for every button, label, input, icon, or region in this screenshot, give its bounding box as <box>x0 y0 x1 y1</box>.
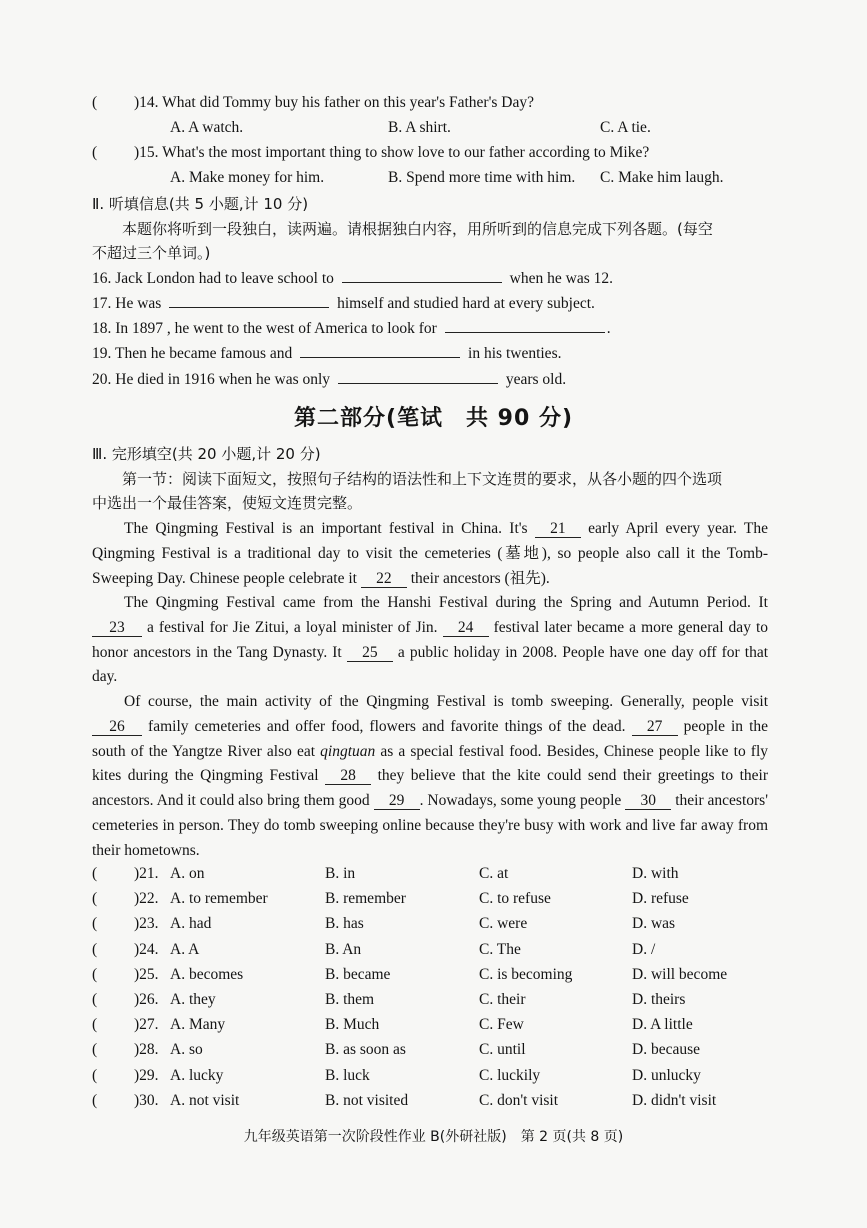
answer-paren[interactable]: ( <box>92 991 98 1008</box>
option-c[interactable]: C. to refuse <box>479 890 551 907</box>
option-d[interactable]: D. with <box>632 865 679 882</box>
section-2-instruction-cont: 不超过三个单词。) <box>92 244 211 262</box>
option-c[interactable]: C. their <box>479 991 526 1008</box>
blank-24[interactable]: 24 <box>443 620 489 637</box>
option-b[interactable]: B. Much <box>325 1016 380 1033</box>
option-a[interactable]: A. to remember <box>170 890 268 907</box>
option-15-a: A. Make money for him. <box>170 169 325 186</box>
option-d[interactable]: D. refuse <box>632 890 689 907</box>
question-number: )24. <box>134 941 159 958</box>
blank-22[interactable]: 22 <box>361 571 407 588</box>
question-number: )28. <box>134 1041 159 1058</box>
option-d[interactable]: D. A little <box>632 1016 693 1033</box>
option-a[interactable]: A. on <box>170 865 205 882</box>
option-d[interactable]: D. will become <box>632 966 728 983</box>
option-b[interactable]: B. luck <box>325 1067 370 1084</box>
answer-paren[interactable]: ( <box>92 941 98 958</box>
option-a[interactable]: A. not visit <box>170 1092 240 1109</box>
option-b[interactable]: B. has <box>325 915 364 932</box>
option-b[interactable]: B. An <box>325 941 362 958</box>
fill-item-17: 17. He was himself and studied hard at every subject. <box>92 295 595 312</box>
option-a[interactable]: A. had <box>170 915 212 932</box>
blank-27[interactable]: 27 <box>632 719 678 736</box>
blank-30[interactable]: 30 <box>625 793 671 810</box>
option-b[interactable]: B. became <box>325 966 391 983</box>
question-number: )21. <box>134 865 159 882</box>
fill-item-18: 18. In 1897 , he went to the west of America to look for . <box>92 320 611 337</box>
answer-paren[interactable]: ( <box>92 1041 98 1058</box>
blank-26[interactable]: 26 <box>92 719 142 736</box>
option-c[interactable]: C. at <box>479 865 509 882</box>
fill-item-16: 16. Jack London had to leave school to when he was 12. <box>92 270 613 287</box>
option-b[interactable]: B. them <box>325 991 375 1008</box>
answer-paren: ( <box>92 144 98 161</box>
answer-paren[interactable]: ( <box>92 1092 98 1109</box>
answer-paren[interactable]: ( <box>92 915 98 932</box>
option-a[interactable]: A. A <box>170 941 200 958</box>
fill-item-20: 20. He died in 1916 when he was only years old. <box>92 371 567 388</box>
question-15: )15. What's the most important thing to show love to our father according to Mike? <box>134 144 650 161</box>
question-number: )22. <box>134 890 159 907</box>
option-15-b: B. Spend more time with him. <box>388 169 576 186</box>
question-14: )14. What did Tommy buy his father on this year's Father's Day? <box>134 94 534 111</box>
section-2-instruction: 本题你将听到一段独白，读两遍。请根据独白内容，用所听到的信息完成下列各题。(每空 <box>122 220 713 238</box>
option-c[interactable]: C. don't visit <box>479 1092 559 1109</box>
answer-blank[interactable] <box>338 369 498 384</box>
section-3-title: Ⅲ. 完形填空(共 20 小题,计 20 分) <box>92 445 321 463</box>
section-3-instruction-cont: 中选出一个最佳答案，使短文连贯完整。 <box>92 494 363 512</box>
answer-paren[interactable]: ( <box>92 966 98 983</box>
answer-blank[interactable] <box>300 343 460 358</box>
option-a[interactable]: A. becomes <box>170 966 244 983</box>
option-14-c: C. A tie. <box>600 119 651 136</box>
option-14-b: B. A shirt. <box>388 119 451 136</box>
option-c[interactable]: C. The <box>479 941 521 958</box>
question-number: )27. <box>134 1016 159 1033</box>
part-2-title: 第二部分(笔试 共 90 分) <box>293 406 574 431</box>
option-c[interactable]: C. Few <box>479 1016 524 1033</box>
option-a[interactable]: A. so <box>170 1041 203 1058</box>
answer-paren[interactable]: ( <box>92 1016 98 1033</box>
answer-paren[interactable]: ( <box>92 890 98 907</box>
option-b[interactable]: B. as soon as <box>325 1041 406 1058</box>
passage-paragraph-2: The Qingming Festival came from the Hanshi Festival during the Spring and Autumn Period. It 23 a festival for Jie Zitui, a loyal minister of Jin. 24 festival later became a more general day to honor ancestors in the Tang Dynasty. It 25 a public holiday in 2008. People have one day off for that day. <box>92 594 769 686</box>
blank-21[interactable]: 21 <box>535 521 581 538</box>
option-a[interactable]: A. they <box>170 991 216 1008</box>
question-number: )30. <box>134 1092 159 1109</box>
blank-28[interactable]: 28 <box>325 768 371 785</box>
option-d[interactable]: D. didn't visit <box>632 1092 717 1109</box>
blank-29[interactable]: 29 <box>374 793 420 810</box>
option-a[interactable]: A. Many <box>170 1016 226 1033</box>
page-footer: 九年级英语第一次阶段性作业 B(外研社版) 第 2 页(共 8 页) <box>243 1129 624 1145</box>
option-d[interactable]: D. because <box>632 1041 700 1058</box>
option-b[interactable]: B. not visited <box>325 1092 409 1109</box>
option-d[interactable]: D. theirs <box>632 991 686 1008</box>
question-number: )25. <box>134 966 159 983</box>
passage-paragraph-1: The Qingming Festival is an important festival in China. It's 21 early April every year. The Qingming Festival is a traditional day to visit the cemeteries (墓地), so people also call it the Tomb-Sweeping Day. Chinese people celebrate it 22 their ancestors (祖先). <box>92 520 769 587</box>
answer-paren: ( <box>92 94 98 111</box>
blank-25[interactable]: 25 <box>347 645 393 662</box>
option-15-c: C. Make him laugh. <box>600 169 724 186</box>
answer-paren[interactable]: ( <box>92 1067 98 1084</box>
fill-item-19: 19. Then he became famous and in his twenties. <box>92 345 562 362</box>
option-b[interactable]: B. in <box>325 865 356 882</box>
question-number: )23. <box>134 915 159 932</box>
option-d[interactable]: D. / <box>632 941 656 958</box>
answer-blank[interactable] <box>169 293 329 308</box>
option-b[interactable]: B. remember <box>325 890 406 907</box>
option-d[interactable]: D. was <box>632 915 676 932</box>
question-number: )26. <box>134 991 159 1008</box>
passage-paragraph-3: Of course, the main activity of the Qingming Festival is tomb sweeping. Generally, people visit 26 family cemeteries and offer food, flowers and favorite things of the dead. 27 people in the south of the Yangtze River also eat qingtuan as a special festival food. Besides, Chinese people like to fly kites during the Qingming Festival 28 they believe that the kite could send their greetings to their ancestors. And it could also bring them good 29 . Nowadays, some young people 30 their ancestors' cemeteries in person. They do tomb sweeping online because they're busy with work and live far away from their hometowns. <box>92 693 769 859</box>
option-14-a: A. A watch. <box>170 119 244 136</box>
question-number: )29. <box>134 1067 159 1084</box>
option-d[interactable]: D. unlucky <box>632 1067 701 1084</box>
section-2-title: Ⅱ. 听填信息(共 5 小题,计 10 分) <box>92 195 309 213</box>
answer-paren[interactable]: ( <box>92 865 98 882</box>
option-c[interactable]: C. were <box>479 915 528 932</box>
option-c[interactable]: C. until <box>479 1041 526 1058</box>
blank-23[interactable]: 23 <box>92 620 142 637</box>
section-3-instruction: 第一节：阅读下面短文，按照句子结构的语法性和上下文连贯的要求，从各小题的四个选项 <box>122 470 723 488</box>
answer-blank[interactable] <box>342 268 502 283</box>
option-c[interactable]: C. is becoming <box>479 966 573 983</box>
answer-blank[interactable] <box>445 318 605 333</box>
option-a[interactable]: A. lucky <box>170 1067 224 1084</box>
option-c[interactable]: C. luckily <box>479 1067 541 1084</box>
